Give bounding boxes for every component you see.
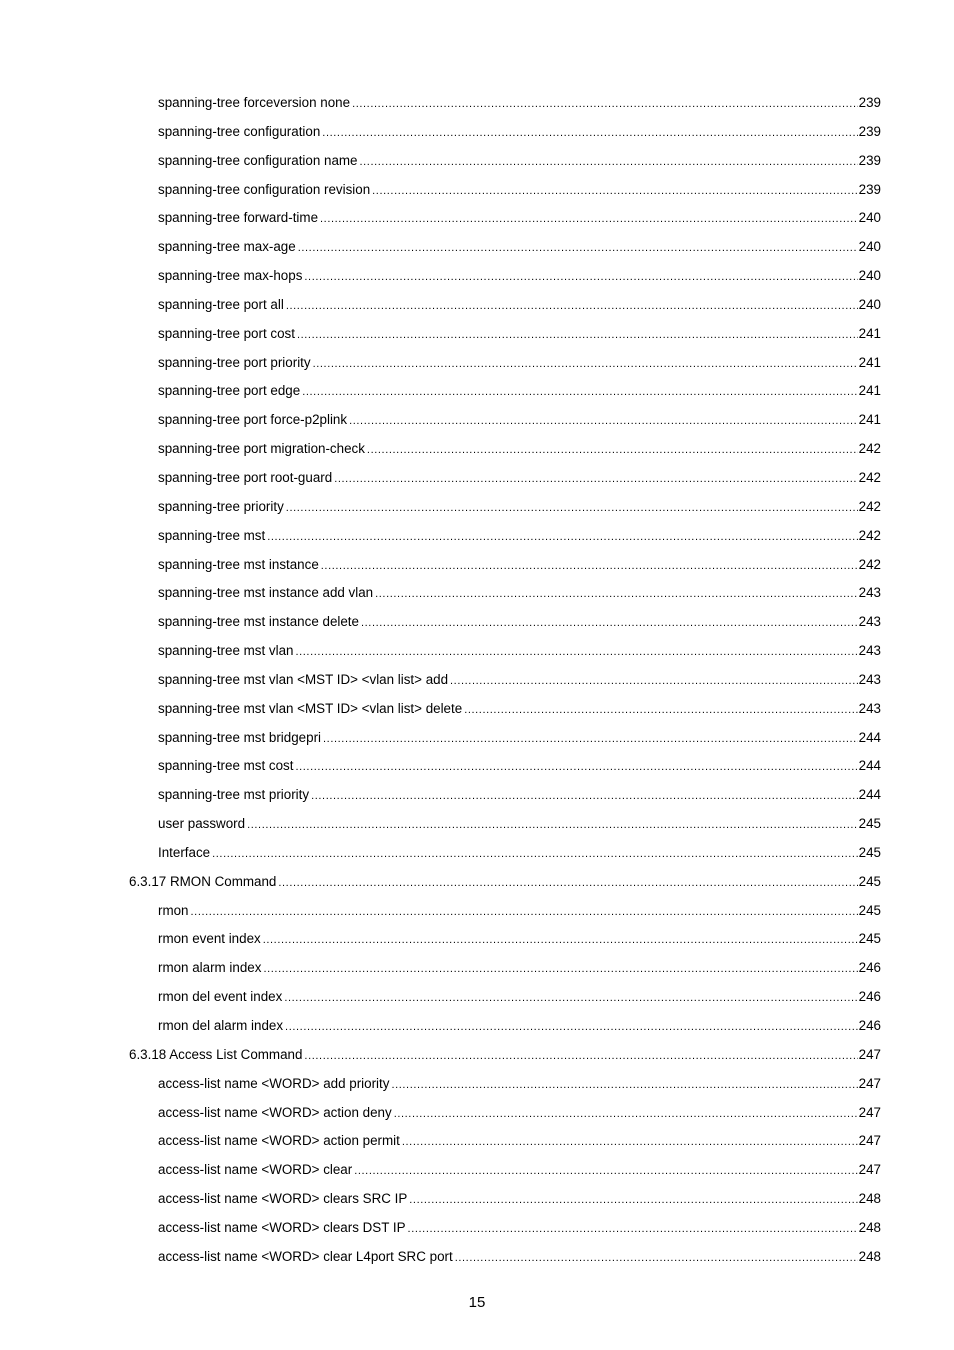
toc-entry-page: 248 (858, 1219, 881, 1235)
toc-entry-title: access-list name <WORD> clear (158, 1162, 353, 1178)
toc-entry-page: 247 (858, 1133, 881, 1149)
toc-entry[interactable] (0, 1070, 954, 1099)
toc-entry[interactable] (0, 925, 954, 954)
toc-entry-page: 246 (858, 1018, 881, 1033)
dot-leader (311, 782, 858, 811)
dot-leader (409, 1186, 857, 1215)
toc-entry-line (158, 118, 881, 148)
toc-entry-page: 240 (858, 239, 881, 255)
toc-entry-page: 241 (858, 383, 881, 399)
dot-leader (286, 494, 858, 523)
toc-entry-title: spanning-tree configuration revision (158, 181, 371, 197)
dot-leader (212, 840, 858, 869)
toc-entry[interactable] (0, 897, 954, 926)
toc-entry-line (158, 1185, 881, 1215)
toc-entry-page: 245 (858, 931, 881, 947)
dot-leader (247, 811, 858, 840)
toc-entry[interactable] (0, 435, 954, 464)
dot-leader (284, 984, 857, 1013)
toc-entry-line (158, 1214, 881, 1244)
toc-entry-title: 6.3.17 RMON Command (129, 873, 277, 889)
toc-entry-line (158, 204, 881, 234)
dot-leader (263, 926, 858, 955)
dot-leader (375, 580, 858, 609)
toc-entry-page: 247 (858, 1075, 881, 1091)
toc-entry-title: spanning-tree configuration (158, 123, 321, 139)
toc-entry-title: spanning-tree mst (158, 527, 266, 543)
toc-entry-title: spanning-tree mst instance (158, 556, 319, 572)
toc-entry-title: spanning-tree port all (158, 296, 284, 312)
toc-entry-title: rmon (158, 902, 189, 918)
dot-leader (313, 350, 858, 379)
toc-entry-line (158, 377, 881, 407)
toc-entry-line (158, 89, 881, 119)
toc-entry[interactable] (0, 1214, 954, 1243)
toc-entry-page: 243 (858, 671, 881, 687)
toc-entry-line (158, 983, 881, 1013)
dot-leader (349, 407, 858, 436)
toc-entry-title: spanning-tree port migration-check (158, 441, 365, 457)
toc-entry[interactable] (0, 781, 954, 810)
toc-entry-title: spanning-tree priority (158, 498, 284, 514)
toc-entry-page: 241 (858, 412, 881, 428)
toc-entry-page: 239 (858, 95, 881, 110)
toc-entry-line (158, 1012, 881, 1042)
toc-entry-line (158, 897, 881, 927)
toc-entry-title: access-list name <WORD> clear L4port SRC port (158, 1248, 453, 1264)
toc-entry-page: 241 (858, 354, 881, 370)
toc-entry-title: spanning-tree mst vlan <MST ID> <vlan list> delete (158, 700, 463, 716)
toc-entry-page: 245 (858, 902, 881, 918)
toc-entry-title: spanning-tree port priority (158, 354, 311, 370)
toc-entry-title: spanning-tree mst vlan <MST ID> <vlan list> add (158, 671, 449, 687)
toc-entry-line (158, 781, 881, 811)
toc-entry-title: spanning-tree forward-time (158, 210, 319, 226)
toc-entry[interactable] (0, 724, 954, 753)
dot-leader (372, 177, 858, 206)
toc-entry[interactable] (0, 1243, 954, 1272)
toc-entry-line (158, 406, 881, 436)
toc-entry-line (158, 925, 881, 955)
toc-entry-line (158, 579, 881, 609)
toc-entry-title: spanning-tree mst bridgepri (158, 729, 322, 745)
toc-entry-line (158, 349, 881, 379)
toc-entry-page: 242 (858, 469, 881, 485)
dot-leader (352, 90, 858, 119)
toc-entry[interactable] (0, 1099, 954, 1128)
toc-entry[interactable] (0, 1127, 954, 1156)
toc-entry-line (158, 752, 881, 782)
dot-leader (354, 1157, 857, 1186)
toc-entry[interactable] (0, 608, 954, 637)
toc-entry[interactable] (0, 89, 954, 118)
dot-leader (391, 1071, 857, 1100)
toc-entry[interactable] (0, 406, 954, 435)
toc-entry-title: access-list name <WORD> action permit (158, 1133, 400, 1149)
toc-entry-page: 240 (858, 296, 881, 312)
toc-entry-line (158, 724, 881, 754)
toc-entry[interactable] (0, 666, 954, 695)
toc-entry-line (158, 1156, 881, 1186)
toc-entry[interactable] (0, 1185, 954, 1214)
toc-entry[interactable] (0, 320, 954, 349)
dot-leader (450, 667, 858, 696)
toc-entry-page: 241 (858, 325, 881, 341)
toc-section-entry[interactable] (0, 868, 954, 897)
toc-entry-line (158, 147, 881, 177)
dot-leader (286, 292, 858, 321)
dot-leader (402, 1128, 858, 1157)
toc-entry-line (158, 320, 881, 350)
toc-entry-line (158, 1127, 881, 1157)
toc-entry-line (158, 493, 881, 523)
toc-entry[interactable] (0, 752, 954, 781)
toc-entry-line (158, 176, 881, 206)
toc-entry-title: access-list name <WORD> add priority (158, 1075, 390, 1091)
toc-entry[interactable] (0, 147, 954, 176)
dot-leader (464, 696, 857, 725)
toc-entry-page: 247 (858, 1046, 881, 1062)
toc-entry-title: spanning-tree max-hops (158, 268, 303, 284)
toc-entry-page: 248 (858, 1191, 881, 1207)
toc-entry-line (158, 233, 881, 263)
dot-leader (278, 869, 857, 898)
toc-entry[interactable] (0, 377, 954, 406)
dot-leader (298, 234, 858, 263)
dot-leader (408, 1215, 858, 1244)
dot-leader (334, 465, 857, 494)
toc-entry-page: 239 (858, 152, 881, 168)
dot-leader (455, 1244, 858, 1273)
toc-entry[interactable] (0, 493, 954, 522)
dot-leader (191, 898, 858, 927)
dot-leader (295, 638, 857, 667)
toc-entry-page: 239 (858, 123, 881, 139)
toc-entry[interactable] (0, 839, 954, 868)
toc-entry[interactable] (0, 551, 954, 580)
toc-entry-title: 6.3.18 Access List Command (129, 1046, 303, 1062)
toc-entry-title: user password (158, 816, 246, 832)
toc-entry-title: spanning-tree port force-p2plink (158, 412, 348, 428)
toc-entry-title: spanning-tree mst vlan (158, 643, 294, 659)
toc-entry-line (158, 1070, 881, 1100)
toc-entry-line (158, 551, 881, 581)
toc-entry-page: 242 (858, 441, 881, 457)
toc-entry[interactable] (0, 1012, 954, 1041)
toc-entry-line (158, 954, 881, 984)
toc-entry-line (158, 1243, 881, 1273)
table-of-contents (0, 89, 954, 1272)
dot-leader (267, 523, 857, 552)
toc-entry-title: spanning-tree mst priority (158, 787, 310, 803)
toc-entry[interactable] (0, 954, 954, 983)
toc-entry-page: 242 (858, 527, 881, 543)
toc-entry-title: spanning-tree max-age (158, 239, 296, 255)
toc-entry-title: spanning-tree mst instance add vlan (158, 585, 374, 601)
toc-section-entry[interactable] (0, 1041, 954, 1070)
toc-entry[interactable] (0, 118, 954, 147)
toc-entry-page: 243 (858, 614, 881, 630)
toc-entry-page: 245 (858, 816, 881, 832)
toc-entry-page: 240 (858, 210, 881, 226)
toc-entry-title: rmon del event index (158, 989, 283, 1005)
dot-leader (285, 1013, 858, 1042)
dot-leader (302, 378, 857, 407)
toc-entry[interactable] (0, 1156, 954, 1185)
toc-entry-line (158, 695, 881, 725)
toc-entry-title: spanning-tree mst instance delete (158, 614, 359, 630)
toc-entry-page: 245 (858, 844, 881, 860)
toc-entry-line (158, 291, 881, 321)
dot-leader (304, 1042, 857, 1071)
toc-entry[interactable] (0, 522, 954, 551)
toc-entry[interactable] (0, 176, 954, 205)
toc-entry-title: spanning-tree configuration name (158, 152, 358, 168)
toc-entry[interactable] (0, 579, 954, 608)
toc-entry[interactable] (0, 464, 954, 493)
toc-entry-title: Interface (158, 844, 211, 860)
toc-entry-page: 243 (858, 700, 881, 716)
toc-entry[interactable] (0, 810, 954, 839)
toc-entry-page: 246 (858, 960, 881, 976)
toc-entry-title: access-list name <WORD> clears SRC IP (158, 1191, 408, 1207)
dot-leader (320, 205, 858, 234)
toc-entry[interactable] (0, 291, 954, 320)
toc-entry-line (158, 637, 881, 667)
toc-entry-title: spanning-tree port edge (158, 383, 301, 399)
toc-entry[interactable] (0, 695, 954, 724)
dot-leader (361, 609, 858, 638)
toc-entry-title: spanning-tree forceversion none (158, 95, 351, 110)
toc-entry[interactable] (0, 637, 954, 666)
toc-entry-line (129, 868, 881, 898)
toc-entry-page: 242 (858, 556, 881, 572)
toc-entry[interactable] (0, 204, 954, 233)
toc-entry-title: spanning-tree port root-guard (158, 469, 333, 485)
dot-leader (322, 119, 857, 148)
toc-entry-page: 244 (858, 729, 881, 745)
toc-entry-line (158, 522, 881, 552)
toc-entry-title: rmon alarm index (158, 960, 262, 976)
dot-leader (360, 148, 858, 177)
toc-entry-line (158, 608, 881, 638)
dot-leader (295, 753, 857, 782)
toc-entry-line (158, 666, 881, 696)
dot-leader (304, 263, 857, 292)
toc-entry-line (158, 810, 881, 840)
toc-entry-title: spanning-tree port cost (158, 325, 295, 341)
dot-leader (321, 552, 858, 581)
toc-entry-title: access-list name <WORD> clears DST IP (158, 1219, 406, 1235)
toc-entry-line (158, 839, 881, 869)
toc-entry-page: 247 (858, 1162, 881, 1178)
toc-entry-page: 240 (858, 268, 881, 284)
toc-entry-page: 244 (858, 787, 881, 803)
toc-entry-line (158, 262, 881, 292)
page-number: 15 (468, 1294, 486, 1311)
toc-entry-line (158, 464, 881, 494)
toc-entry[interactable] (0, 233, 954, 262)
toc-entry-line (129, 1041, 881, 1071)
toc-entry-page: 244 (858, 758, 881, 774)
toc-entry-title: spanning-tree mst cost (158, 758, 294, 774)
toc-entry-title: rmon event index (158, 931, 261, 947)
toc-entry-line (158, 435, 881, 465)
toc-entry-page: 248 (858, 1248, 881, 1264)
toc-entry-page: 243 (858, 585, 881, 601)
dot-leader (263, 955, 857, 984)
toc-entry[interactable] (0, 262, 954, 291)
dot-leader (394, 1100, 858, 1129)
toc-entry-page: 239 (858, 181, 881, 197)
dot-leader (297, 321, 858, 350)
toc-entry[interactable] (0, 983, 954, 1012)
toc-entry-line (158, 1099, 881, 1129)
toc-entry-page: 246 (858, 989, 881, 1005)
toc-entry-page: 242 (858, 498, 881, 514)
toc-entry-title: access-list name <WORD> action deny (158, 1104, 392, 1120)
toc-entry[interactable] (0, 349, 954, 378)
toc-entry-title: rmon del alarm index (158, 1018, 284, 1033)
dot-leader (367, 436, 858, 465)
toc-entry-page: 245 (858, 873, 881, 889)
dot-leader (323, 725, 858, 754)
toc-entry-page: 243 (858, 643, 881, 659)
toc-entry-page: 247 (858, 1104, 881, 1120)
